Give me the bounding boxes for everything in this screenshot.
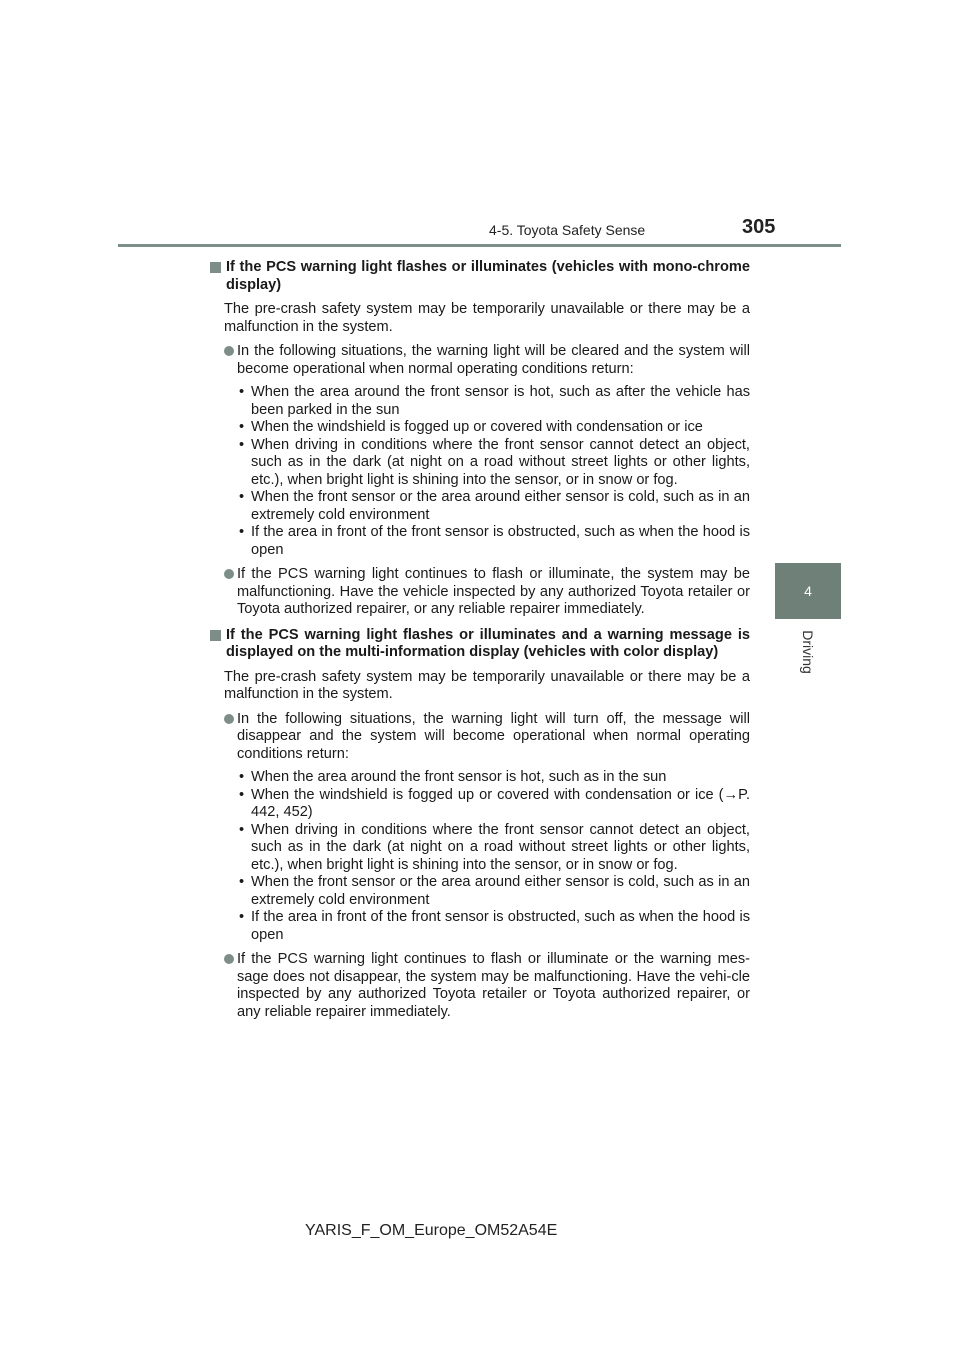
section-mono-display: [210, 259, 750, 619]
circle-bullet-icon: [224, 954, 234, 964]
condition-item: • If the area in front of the front sensor is obstructed, such as when the hood is open: [239, 524, 750, 558]
header-divider: [118, 244, 841, 247]
section-heading: If the PCS warning light flashes or illuminates and a warning message is displayed on the multi-information display (vehicles with color display): [210, 627, 750, 662]
condition-list: [210, 384, 750, 559]
circle-bullet-icon: [224, 569, 234, 579]
header-section-title: 4-5. Toyota Safety Sense: [489, 222, 646, 238]
list-item: In the following situations, the warning light will be cleared and the system will become operational when normal operating conditions return:: [210, 343, 750, 378]
circle-bullet-icon: [224, 346, 234, 356]
footer-doc-code: YARIS_F_OM_Europe_OM52A54E: [305, 1222, 558, 1239]
condition-item: • When driving in conditions where the front sensor cannot detect an object, such as in the dark (at night on a road without street lights or other lights, etc.), when bright light is shining into the sensor, or in snow or fog.: [239, 436, 750, 488]
list-item: In the following situations, the warning light will turn off, the message will disappear and the system will become operational when normal operating conditions return:: [210, 711, 750, 764]
page-number: 305: [742, 216, 776, 238]
condition-item: • When the area around the front sensor is hot, such as after the vehicle has been parked in the sun: [239, 384, 750, 418]
chapter-label: Driving: [800, 630, 816, 674]
list-item: If the PCS warning light continues to flash or illuminate, the system may be malfunctioning. Have the vehicle inspected by any authorized Toyota retailer or Toyota authorized repairer, or any reliable repairer immediately.: [210, 566, 750, 619]
condition-item: • When the front sensor or the area around either sensor is cold, such as in an extremely cold environment: [239, 874, 750, 908]
section-intro: The pre-crash safety system may be temporarily unavailable or there may be a malfunction in the system.: [224, 301, 750, 335]
chapter-number: 4: [804, 583, 812, 599]
square-bullet-icon: [210, 262, 221, 273]
condition-item: • If the area in front of the front sensor is obstructed, such as when the hood is open: [239, 909, 750, 943]
circle-bullet-icon: [224, 714, 234, 724]
condition-item: • When the windshield is fogged up or covered with condensation or ice: [239, 419, 703, 435]
section-color-display: [210, 627, 750, 1022]
condition-list: [210, 769, 750, 944]
list-item: If the PCS warning light continues to flash or illuminate or the warning mes-sage does not disappear, the system may be malfunctioning. Have the vehi-cle inspected by any authorized Toyota retailer or Toyota authorized repairer, or any reliable repairer immediately.: [210, 951, 750, 1021]
condition-item: • When driving in conditions where the front sensor cannot detect an object, such as in the dark (at night on a road without street lights or other lights, etc.), when bright light is shining into the sensor, or in snow or fog.: [239, 821, 750, 873]
square-bullet-icon: [210, 630, 221, 641]
condition-item: • When the windshield is fogged up or covered with condensation or ice (→P. 442, 452): [239, 786, 750, 820]
section-intro: The pre-crash safety system may be temporarily unavailable or there may be a malfunction in the system.: [224, 668, 750, 702]
chapter-tab: [775, 563, 841, 619]
section-heading: If the PCS warning light flashes or illuminates (vehicles with mono-chrome display): [210, 259, 750, 294]
condition-item: • When the front sensor or the area around either sensor is cold, such as in an extremely cold environment: [239, 489, 750, 523]
condition-item: • When the area around the front sensor is hot, such as in the sun: [239, 769, 667, 785]
page-content: [210, 255, 750, 1021]
